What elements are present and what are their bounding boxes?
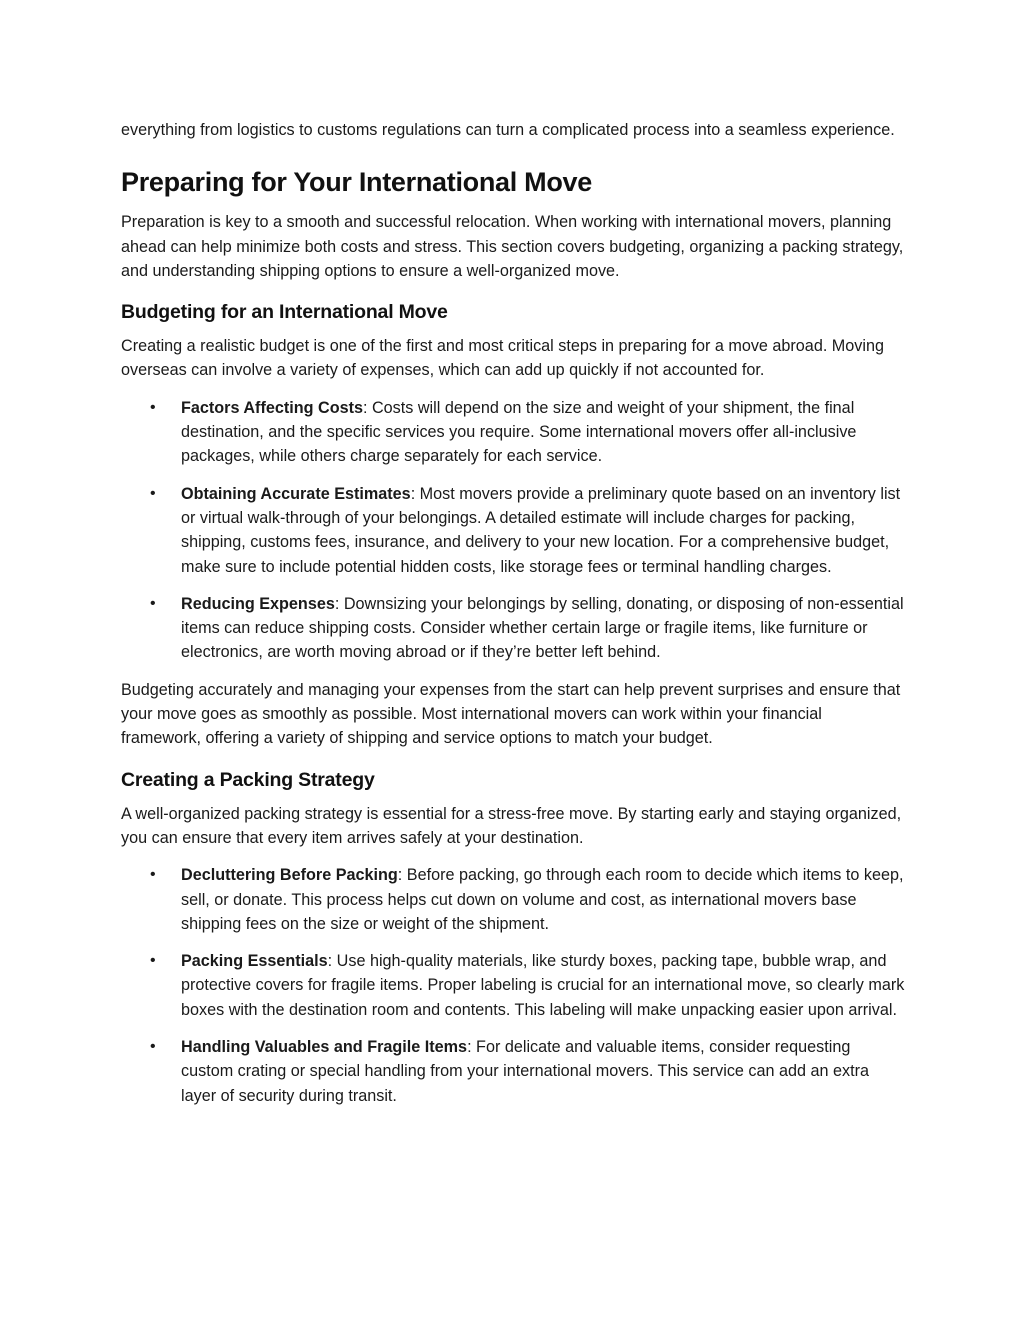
bullet-text: : Costs will depend on the size and weight of your shipment, the final destination, and the specific services you require. Some international movers offer all-inclusive packages, while others charge separately for each service. — [181, 398, 857, 466]
bullet-term: Reducing Expenses — [181, 594, 335, 613]
heading-preparing: Preparing for Your International Move — [121, 167, 592, 198]
paragraph-preparing: Preparation is key to a smooth and successful relocation. When working with international movers, planning ahead can help minimize both costs and stress. This section covers budgeting, organizing a packing strategy, and understanding shipping options to ensure a well-organized move. — [121, 213, 904, 280]
paragraph-budgeting-closing: Budgeting accurately and managing your expenses from the start can help prevent surprises and ensure that your move goes as smoothly as possible. Most international movers can work within your financial framework, offering a variety of shipping and service options to match your budget. — [121, 680, 901, 748]
bullet-icon: • — [150, 866, 156, 884]
list-item — [121, 863, 905, 936]
bullet-term: Handling Valuables and Fragile Items — [181, 1038, 468, 1057]
budgeting-bullet-list — [121, 396, 905, 665]
bullet-icon: • — [150, 398, 156, 416]
intro-continuation: everything from logistics to customs regulations can turn a complicated process into a seamless experience. — [121, 121, 895, 139]
list-item — [121, 949, 905, 1022]
bullet-text: : Use high-quality materials, like sturdy boxes, packing tape, bubble wrap, and protective covers for fragile items. Proper labeling is crucial for an international move, so clearly mark boxes with the destination room and contents. This labeling will make unpacking easier upon arrival. — [181, 952, 905, 1019]
bullet-term: Packing Essentials — [181, 952, 328, 971]
bullet-term: Obtaining Accurate Estimates — [181, 484, 411, 503]
paragraph-packing-lead: A well-organized packing strategy is essential for a stress-free move. By starting early and staying organized, you can ensure that every item arrives safely at your destination. — [121, 804, 902, 847]
bullet-icon: • — [150, 952, 156, 970]
bullet-icon: • — [150, 1038, 156, 1056]
heading-packing: Creating a Packing Strategy — [121, 768, 375, 791]
bullet-text: : Before packing, go through each room to decide which items to keep, sell, or donate. This process helps cut down on volume and cost, as international movers base shipping fees on the size or weight of the shipment. — [181, 866, 904, 933]
bullet-text: : Downsizing your belongings by selling, donating, or disposing of non-essential items can reduce shipping costs. Consider whether certain large or fragile items, like furniture or electronics, are worth moving abroad or if they’re better left behind. — [181, 594, 904, 662]
bullet-text: : Most movers provide a preliminary quote based on an inventory list or virtual walk-through of your belongings. A detailed estimate will include charges for packing, shipping, customs fees, insurance, and delivery to your new location. For a comprehensive budget, make sure to include potential hidden costs, like storage fees or terminal handling charges. — [181, 484, 901, 576]
document-page — [121, 118, 905, 1121]
list-item — [121, 482, 905, 579]
bullet-icon: • — [150, 594, 156, 612]
list-item — [121, 1035, 905, 1108]
paragraph-budgeting-lead: Creating a realistic budget is one of the first and most critical steps in preparing for a move abroad. Moving overseas can involve a variety of expenses, which can add up quickly if not accounted for. — [121, 337, 884, 380]
bullet-term: Factors Affecting Costs — [181, 398, 363, 417]
packing-bullet-list — [121, 863, 905, 1108]
list-item — [121, 396, 905, 469]
bullet-text: : For delicate and valuable items, consider requesting custom crating or special handling from your international movers. This service can add an extra layer of security during transit. — [181, 1038, 870, 1105]
heading-budgeting: Budgeting for an International Move — [121, 301, 448, 324]
list-item — [121, 592, 905, 665]
bullet-icon: • — [150, 484, 156, 502]
bullet-term: Decluttering Before Packing — [181, 866, 398, 885]
